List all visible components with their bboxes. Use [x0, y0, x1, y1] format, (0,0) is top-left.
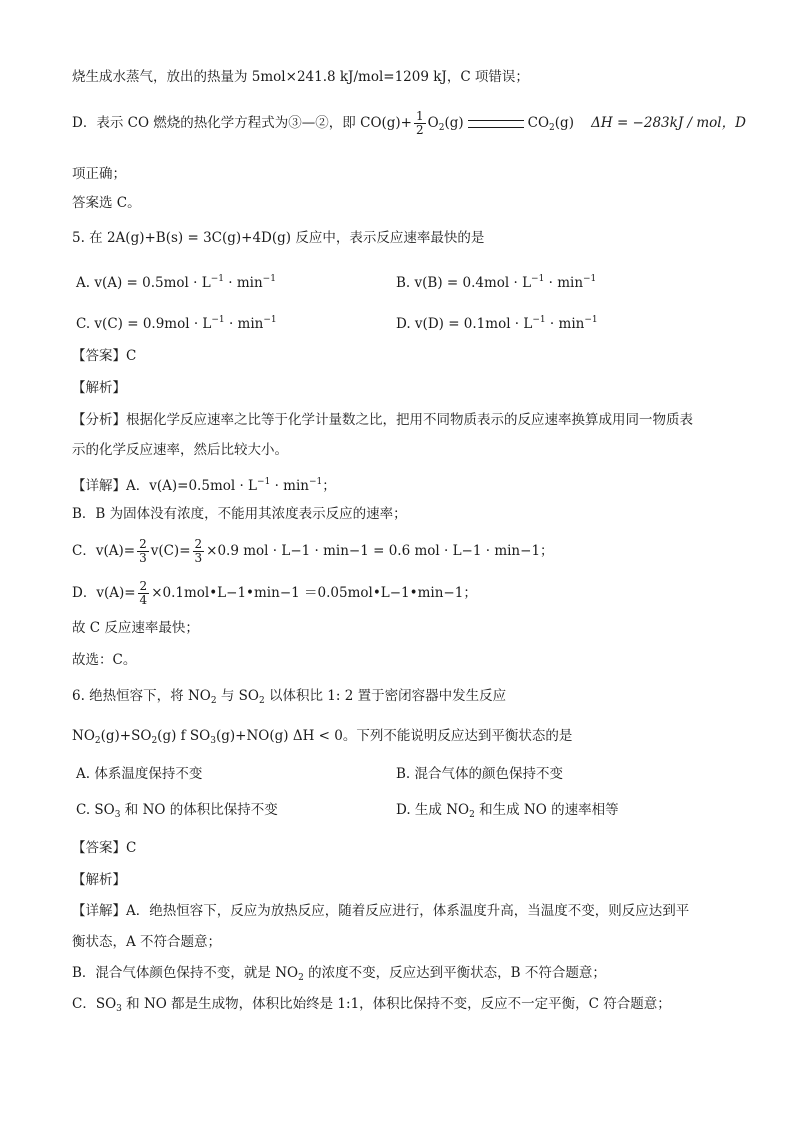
- option-5B: [396, 269, 596, 293]
- text: 和 NO 的体积比保持不变: [120, 802, 278, 818]
- fraction-two-thirds: [193, 538, 205, 565]
- frac-den: 3: [194, 551, 203, 565]
- text: 和生成 NO 的速率相等: [474, 802, 619, 818]
- subscript: 2: [94, 736, 101, 746]
- subscript: 2: [549, 123, 555, 133]
- superscript: −1: [584, 315, 598, 325]
- text: 的浓度不变，反应达到平衡状态，B 不符合题意；: [303, 965, 606, 981]
- text: D．表示 CO 燃烧的热化学方程式为③—②，即: [72, 115, 356, 131]
- text: 和 NO 都是生成物，体积比始终是 1:1，体积比保持不变，反应不一定平衡，C 符合题意；: [121, 996, 671, 1012]
- text: A. v(A) = 0.5mol · L: [76, 275, 211, 291]
- detail-5A: [72, 472, 336, 496]
- text: (g)+SO: [100, 728, 152, 744]
- superscript: −1: [532, 315, 546, 325]
- superscript: −1: [210, 274, 224, 284]
- analysis-5-line-1: [72, 410, 693, 430]
- text: 【详解】A．绝热恒容下，反应为放热反应，随着反应进行，体系温度升高，当温度不变，则反应达到平: [72, 903, 690, 919]
- subscript: 2: [298, 973, 304, 983]
- question-6-equation: [72, 726, 572, 751]
- fraction-half: [414, 110, 426, 137]
- option-6D: [396, 800, 619, 825]
- text: C．SO: [72, 996, 117, 1012]
- detail-6B: [72, 963, 606, 988]
- text: 示的化学反应速率，然后比较大小。: [72, 442, 288, 458]
- frac-num: 1: [416, 109, 424, 123]
- question-text: 5. 在 2A(g)+B(s) = 3C(g)+4D(g) 反应中，表示反应速率最快的是: [72, 230, 485, 246]
- detail-6A-line-2: [72, 932, 221, 952]
- analysis-6-heading: [72, 870, 126, 890]
- option-6C: [76, 800, 278, 825]
- text: ；: [322, 478, 336, 494]
- text: (g) f SO: [157, 728, 211, 744]
- frac-den: 3: [139, 551, 147, 565]
- subscript: 2: [151, 736, 158, 746]
- text-line-2: [72, 110, 746, 138]
- superscript: −1: [309, 477, 323, 487]
- text: NO: [72, 728, 95, 744]
- option-6B: [396, 764, 563, 784]
- superscript: −1: [531, 274, 545, 284]
- choice-5: [72, 650, 136, 670]
- text: B．B 为固体没有浓度，不能用其浓度表示反应的速率；: [72, 506, 407, 522]
- text: 【答案】C: [72, 348, 137, 364]
- text: v(C)=: [150, 543, 191, 559]
- detail-6A-line-1: [72, 901, 689, 921]
- eq-part: (g): [554, 115, 574, 131]
- frac-num: 2: [139, 579, 148, 593]
- text: 【分析】根据化学反应速率之比等于化学计量数之比，把用不同物质表示的反应速率换算成用同一物质表: [72, 412, 693, 428]
- detail-5B: [72, 504, 407, 524]
- text: · min: [270, 478, 309, 494]
- fraction-two-thirds: [137, 538, 149, 565]
- detail-5C: [72, 538, 554, 565]
- detail-5D: [72, 580, 477, 607]
- eq-part: (g): [444, 115, 464, 131]
- subscript: 2: [438, 123, 445, 133]
- text: C. v(C) = 0.9mol · L: [76, 316, 212, 332]
- conclusion-5: [72, 618, 199, 638]
- text: 答案选 C。: [72, 195, 141, 211]
- superscript: −1: [257, 477, 271, 487]
- text: B. v(B) = 0.4mol · L: [396, 275, 532, 291]
- text: D. 生成 NO: [396, 802, 470, 818]
- text: · min: [224, 316, 264, 332]
- equation-co-combustion: [360, 109, 746, 137]
- option-5C: [76, 310, 277, 334]
- eq-part: CO: [527, 115, 550, 131]
- answer-6: [72, 838, 136, 858]
- subscript: 3: [116, 1004, 122, 1014]
- frac-num: 2: [139, 537, 147, 551]
- frac-den: 4: [139, 593, 148, 607]
- subscript: 3: [210, 736, 216, 746]
- text-line-3: [72, 164, 126, 184]
- text: C．v(A)=: [72, 543, 136, 559]
- delta-h: ΔH = −283kJ / mol，D: [591, 115, 746, 131]
- text: 与 SO: [216, 688, 259, 704]
- subscript: 2: [210, 696, 217, 706]
- detail-6C: [72, 994, 671, 1019]
- text: · min: [223, 275, 263, 291]
- text: 以体积比 1: 2 置于密闭容器中发生反应: [264, 688, 507, 704]
- text: C. SO: [76, 802, 115, 818]
- frac-num: 2: [194, 537, 203, 551]
- question-5: [72, 228, 484, 248]
- text: B. 混合气体的颜色保持不变: [396, 766, 564, 782]
- text: 。下列不能说明反应达到平衡状态的是: [342, 728, 573, 744]
- frac-den: 2: [416, 123, 424, 137]
- text: ×0.9 mol · L−1 · min−1 = 0.6 mol · L−1 · min−1；: [206, 543, 554, 559]
- question-6: [72, 686, 506, 711]
- text: A. 体系温度保持不变: [76, 766, 203, 782]
- eq-part: CO(g)+: [360, 115, 412, 131]
- text: 故 C 反应速率最快；: [72, 620, 199, 636]
- text: D．v(A)=: [72, 585, 136, 601]
- text: ×0.1mol•L−1•min−1 ＝0.05mol•L−1•min−1；: [151, 585, 477, 601]
- superscript: −1: [211, 315, 225, 325]
- text: 项正确；: [72, 166, 126, 182]
- analysis-5-line-2: [72, 440, 288, 460]
- text: 故选：C。: [72, 652, 137, 668]
- fraction-two-fourths: [138, 580, 150, 607]
- text: D. v(D) = 0.1mol · L: [396, 316, 533, 332]
- superscript: −1: [583, 274, 597, 284]
- equals-double-line: [468, 120, 524, 128]
- text-line-1: [72, 67, 529, 87]
- option-5A: [76, 269, 276, 293]
- superscript: −1: [263, 315, 277, 325]
- eq-part: O: [427, 115, 439, 131]
- answer-5: [72, 346, 136, 366]
- subscript: 3: [114, 810, 121, 820]
- option-5D: [396, 310, 598, 334]
- analysis-5-heading: [72, 378, 126, 398]
- subscript: 2: [469, 810, 475, 820]
- text: (g)+NO(g) ΔH < 0: [215, 728, 343, 744]
- text: 【答案】C: [72, 840, 137, 856]
- text: 烧生成水蒸气，放出的热量为 5mol×241.8 kJ/mol=1209 kJ，C 项错误；: [72, 69, 529, 85]
- text: 6. 绝热恒容下，将 NO: [72, 688, 211, 704]
- text: · min: [544, 275, 584, 291]
- text: 【解析】: [72, 872, 126, 888]
- text: · min: [545, 316, 585, 332]
- subscript: 2: [258, 696, 265, 706]
- text: 【详解】A．v(A)=0.5mol · L: [72, 478, 258, 494]
- superscript: −1: [262, 274, 276, 284]
- text: B．混合气体颜色保持不变，就是 NO: [72, 965, 299, 981]
- text: 衡状态，A 不符合题意；: [72, 934, 222, 950]
- text-line-4: [72, 193, 141, 213]
- option-6A: [76, 764, 202, 784]
- text: 【解析】: [72, 380, 126, 396]
